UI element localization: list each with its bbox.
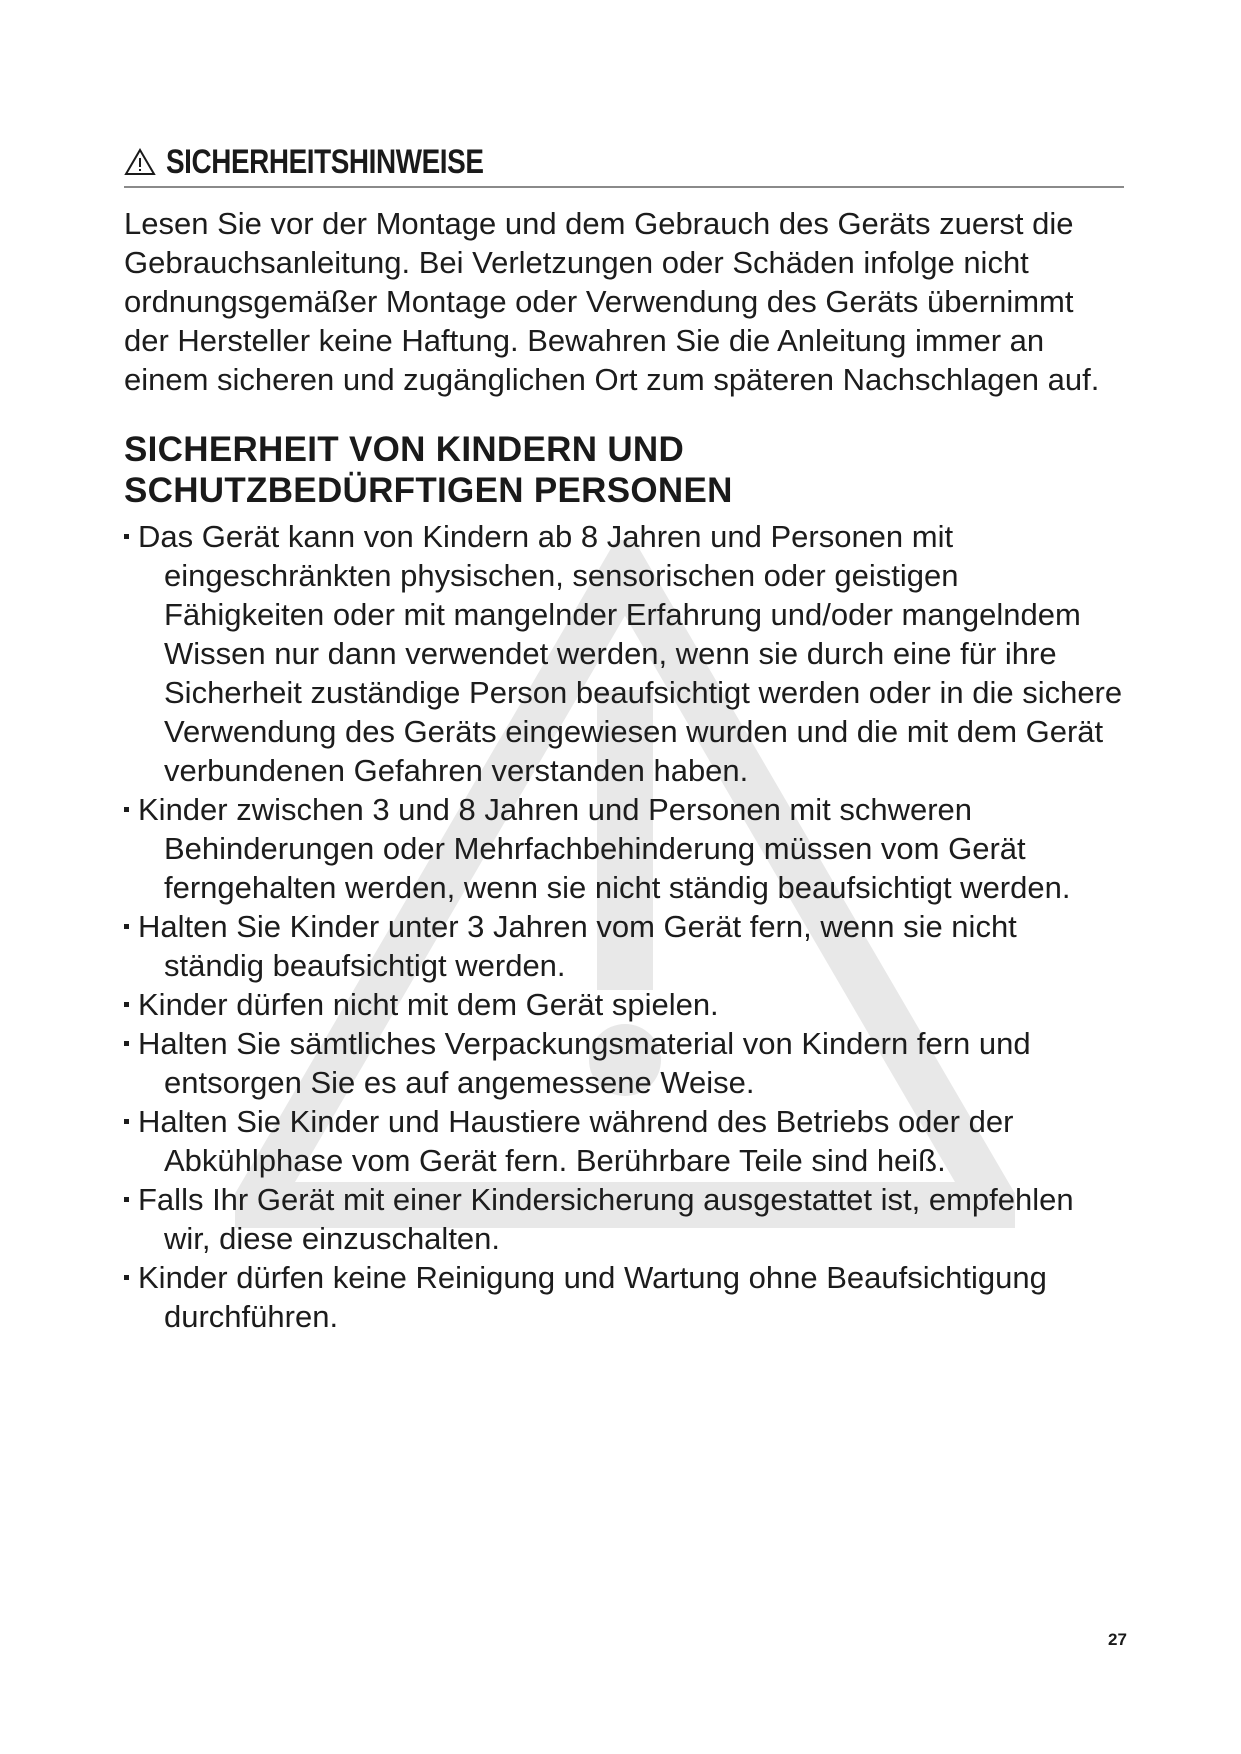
bullet-icon <box>124 1041 129 1046</box>
bullet-icon <box>124 1119 129 1124</box>
section-heading <box>124 429 1124 511</box>
list-item: Halten Sie Kinder unter 3 Jahren vom Gerät fern, wenn sie nicht ständig beaufsichtigt werden. <box>124 907 1124 985</box>
header-divider <box>124 186 1124 188</box>
intro-paragraph: Lesen Sie vor der Montage und dem Gebrauch des Geräts zuerst die Gebrauchsanleitung. Bei Verletzungen oder Schäden infolge nicht ordnungsgemäßer Montage oder Verwendung des Geräts übernimmt der Hersteller keine Haftung. Bewahren Sie die Anleitung immer an einem sicheren und zugänglichen Ort zum späteren Nachschlagen auf. <box>124 206 1100 397</box>
bullet-icon <box>124 924 129 929</box>
list-item: Kinder dürfen keine Reinigung und Wartung ohne Beaufsichtigung durchführen. <box>124 1258 1124 1336</box>
safety-list <box>124 517 1124 1336</box>
section-heading-line-2: SCHUTZBEDÜRFTIGEN PERSONEN <box>124 471 733 510</box>
bullet-icon <box>124 1002 129 1007</box>
page-title: SICHERHEITSHINWEISE <box>166 142 484 181</box>
warning-triangle-icon <box>124 148 156 176</box>
bullet-icon <box>124 534 129 539</box>
section-header <box>124 142 1124 182</box>
bullet-icon <box>124 1197 129 1202</box>
list-item: Halten Sie Kinder und Haustiere während des Betriebs oder der Abkühlphase vom Gerät fern. Berührbare Teile sind heiß. <box>124 1102 1124 1180</box>
bullet-icon <box>124 807 129 812</box>
list-item: Das Gerät kann von Kindern ab 8 Jahren und Personen mit eingeschränkten physischen, sensorischen oder geistigen Fähigkeiten oder mit mangelnder Erfahrung und/oder mangelndem Wissen nur dann verwendet werden, wenn sie durch eine für ihre Sicherheit zuständige Person beaufsichtigt werden oder in die sichere Verwendung des Geräts eingewiesen wurden und die mit dem Gerät verbundenen Gefahren verstanden haben. <box>124 517 1124 790</box>
main-content <box>124 142 1124 1336</box>
list-item: Halten Sie sämtliches Verpackungsmaterial von Kindern fern und entsorgen Sie es auf angemessene Weise. <box>124 1024 1124 1102</box>
page-number: 27 <box>1108 1630 1127 1649</box>
list-item: Kinder zwischen 3 und 8 Jahren und Personen mit schweren Behinderungen oder Mehrfachbehinderung müssen vom Gerät ferngehalten werden, wenn sie nicht ständig beaufsichtigt werden. <box>124 790 1124 907</box>
bullet-icon <box>124 1275 129 1280</box>
list-item: Kinder dürfen nicht mit dem Gerät spielen. <box>124 985 1124 1024</box>
section-heading-line-1: SICHERHEIT VON KINDERN UND <box>124 430 685 469</box>
list-item: Falls Ihr Gerät mit einer Kindersicherung ausgestattet ist, empfehlen wir, diese einzuschalten. <box>124 1180 1124 1258</box>
